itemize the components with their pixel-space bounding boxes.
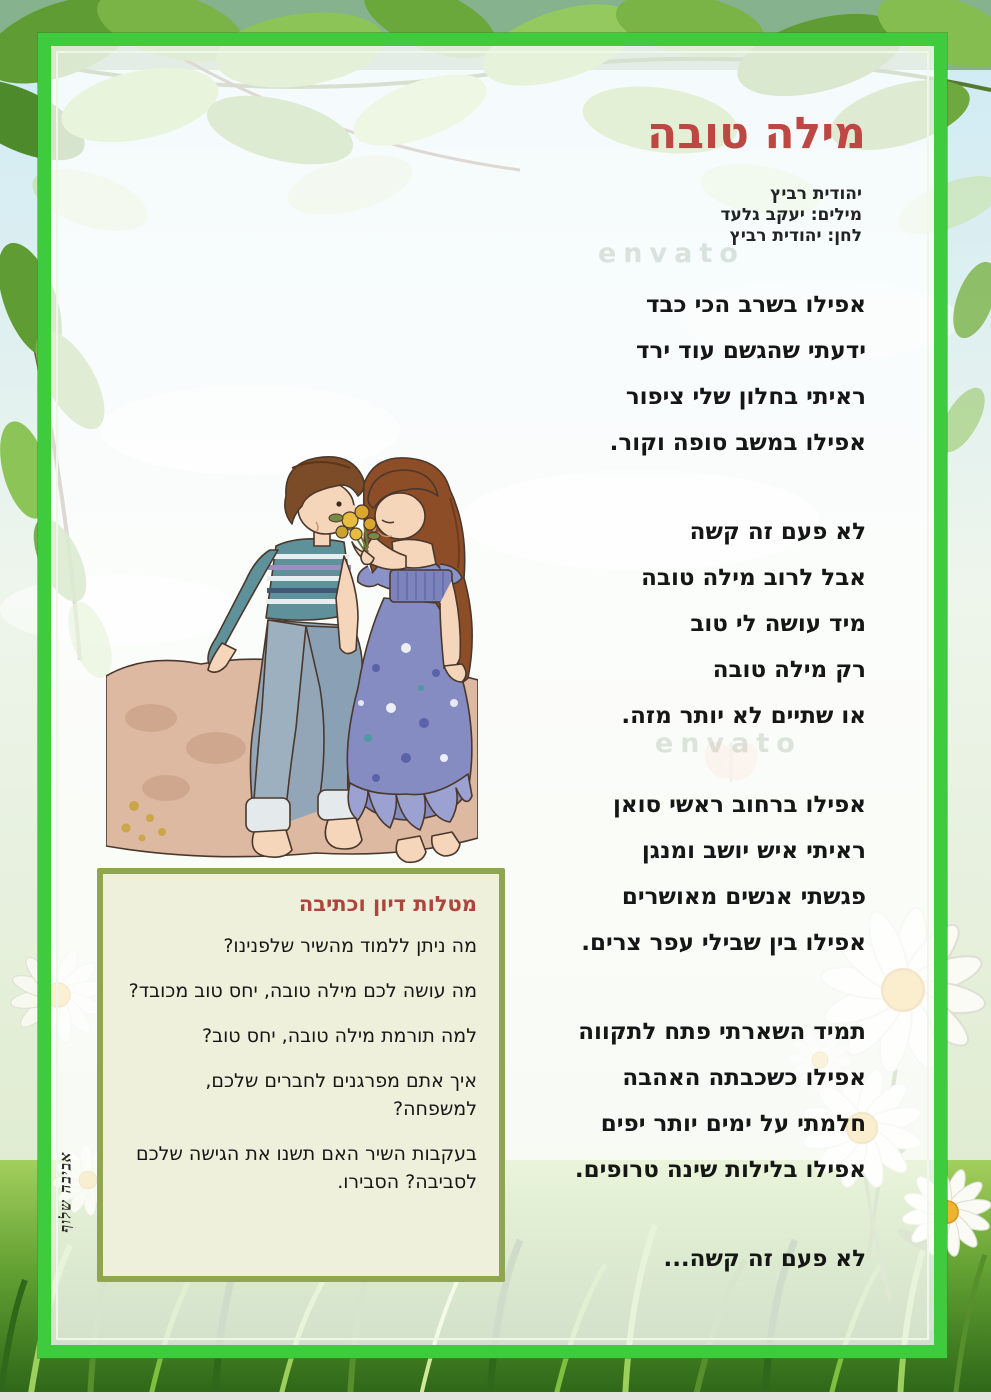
task-item-3: למה תורמת מילה טובה, יחס טוב?: [202, 1025, 477, 1047]
poem-line: תמיד השארתי פתח לתקווה: [578, 1019, 866, 1045]
poem-line: אפילו בלילות שינה טרופים.: [574, 1157, 866, 1183]
poem-line: ידעתי שהגשם עוד ירד: [636, 338, 866, 364]
poem-line: לא פעם זה קשה: [689, 519, 866, 545]
poem-line: מיד עושה לי טוב: [690, 611, 866, 637]
poem-title: מילה טובה: [646, 108, 866, 159]
poem-stanza-4: [575, 1009, 866, 1193]
poem-line: אפילו במשב סופה וקור.: [609, 430, 866, 456]
task-item-1: מה ניתן ללמוד מהשיר שלפנינו?: [223, 935, 477, 957]
poem-line: או שתיים לא יותר מזה.: [621, 703, 866, 729]
creator-signature: אביבה שלוף: [56, 1151, 75, 1233]
poem-text: [575, 282, 866, 1282]
poem-line: אפילו ברחוב ראשי סואן: [612, 792, 866, 818]
credit-lyrics: מילים: יעקב גלעד: [720, 205, 862, 225]
poem-line: אבל לרוב מילה טובה: [641, 565, 866, 591]
poem-line: רק מילה טובה: [712, 657, 866, 683]
poem-line: ראיתי בחלון שלי ציפור: [625, 384, 866, 410]
poem-line: חלמתי על ימים יותר יפים: [600, 1111, 866, 1137]
children-illustration: [106, 438, 478, 870]
credit-performer: יהודית רביץ: [770, 184, 862, 204]
poem-line: אפילו בין שבילי עפר צרים.: [581, 930, 866, 956]
stock-watermark: envato: [598, 238, 745, 269]
tasks-box: [97, 868, 505, 1282]
poem-stanza-2: [575, 509, 866, 739]
poem-stanza-3: [575, 782, 866, 966]
task-item-4: איך אתם מפרגנים לחברים שלכם, למשפחה?: [205, 1070, 477, 1120]
task-item-2: מה עושה לכם מילה טובה, יחס טוב מכובד?: [128, 980, 477, 1002]
poem-line: פגשתי אנשים מאושרים: [621, 884, 866, 910]
bottom-strip: [0, 1392, 991, 1400]
stock-watermark: envato: [655, 728, 802, 759]
poem-stanza-1: [575, 282, 866, 466]
tasks-title: מטלות דיון וכתיבה: [298, 892, 477, 916]
poem-line: ראיתי איש יושב ומנגן: [641, 838, 866, 864]
poem-line: אפילו בשרב הכי כבד: [646, 292, 866, 318]
credit-melody: לחן: יהודית רביץ: [729, 226, 862, 246]
task-item-5: בעקבות השיר האם תשנו את הגישה שלכם לסביבה? הסבירו.: [135, 1143, 477, 1193]
poem-closing-line: לא פעם זה קשה...: [663, 1246, 866, 1272]
poem-line: אפילו כשכבתה האהבה: [622, 1065, 866, 1091]
credits-block: [721, 184, 862, 247]
